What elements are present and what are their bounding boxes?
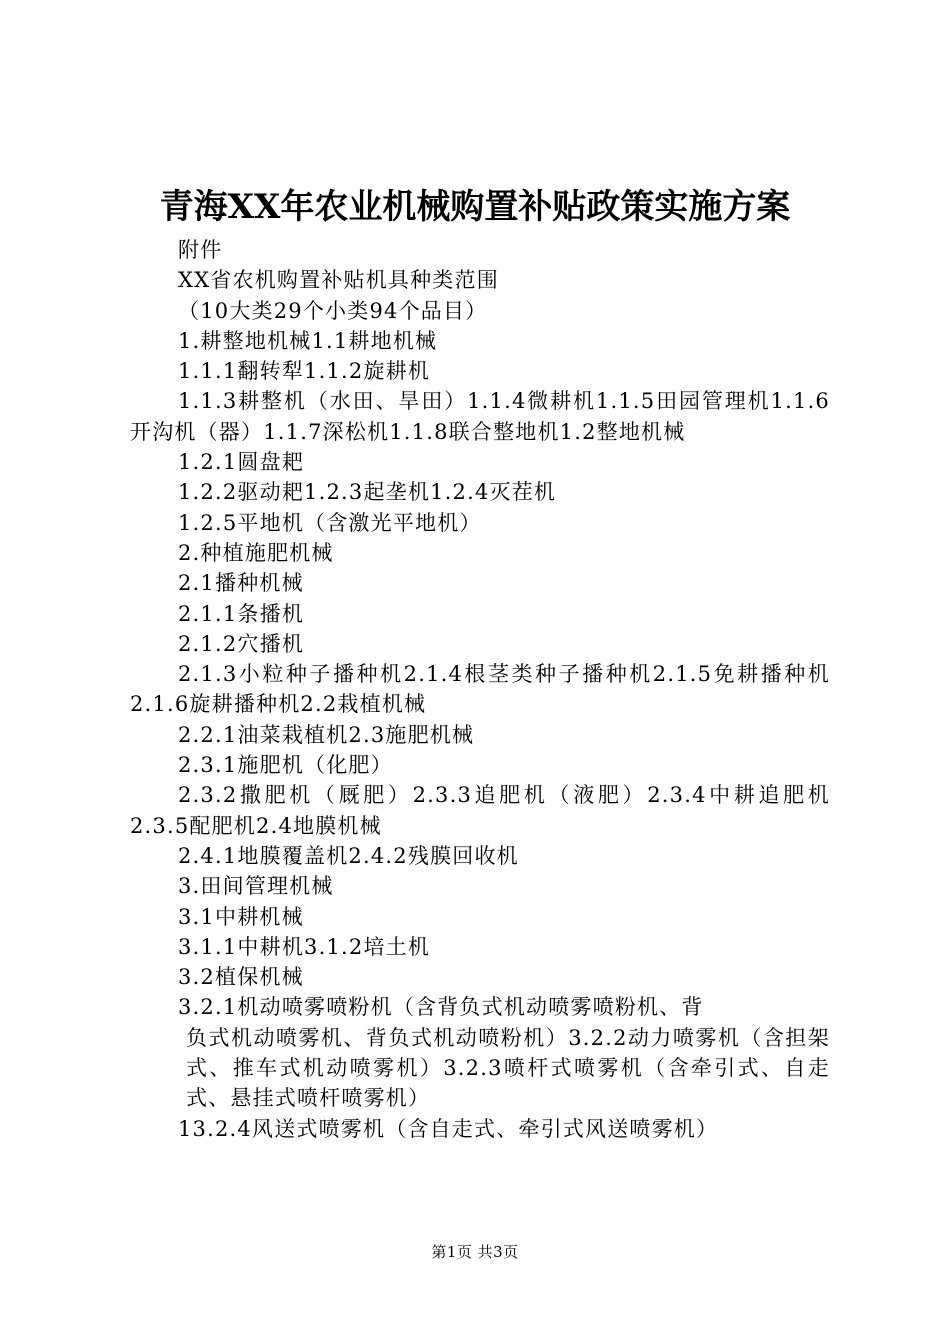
paragraph: 2.1.2穴播机 — [178, 631, 305, 656]
paragraph: （10大类29个小类94个品目） — [178, 298, 488, 323]
paragraph: 2.4.1地膜覆盖机2.4.2残膜回收机 — [178, 843, 519, 868]
paragraph: 2.1.3小粒种子播种机2.1.4根茎类种子播种机2.1.5免耕播种机2.1.6旋耕播种机2.2栽植机械 — [130, 662, 830, 717]
paragraph: 3.田间管理机械 — [178, 874, 334, 899]
paragraph: 1.1.3耕整机（水田、旱田）1.1.4微耕机1.1.5田园管理机1.1.6开沟机（器）1.1.7深松机1.1.8联合整地机1.2整地机械 — [130, 389, 830, 444]
page-footer: 第1页 共3页 — [431, 1243, 519, 1261]
paragraph: 2.3.1施肥机（化肥） — [178, 753, 393, 778]
paragraph: 1.2.1圆盘耙 — [178, 450, 305, 475]
paragraph: 附件 — [178, 238, 223, 262]
paragraph: 1.耕整地机械1.1耕地机械 — [178, 328, 438, 353]
paragraph: 13.2.4风送式喷雾机（含自走式、牵引式风送喷雾机） — [178, 1116, 719, 1141]
paragraph: 1.2.2驱动耙1.2.3起垄机1.2.4灭茬机 — [178, 480, 557, 505]
paragraph: 2.3.2撒肥机（厩肥）2.3.3追肥机（液肥）2.3.4中耕追肥机2.3.5配肥机2.4地膜机械 — [130, 783, 830, 838]
paragraph: 负式机动喷雾机、背负式机动喷粉机）3.2.2动力喷雾机（含担架式、推车式机动喷雾机）3.2.3喷杆式喷雾机（含牵引式、自走式、悬挂式喷杆喷雾机） — [186, 1025, 830, 1111]
paragraph: 2.种植施肥机械 — [178, 540, 334, 565]
paragraph: 3.1中耕机械 — [178, 904, 304, 929]
paragraph: 3.2植保机械 — [178, 965, 304, 990]
paragraph: XX省农机购置补贴机具种类范围 — [178, 268, 499, 293]
paragraph: 2.2.1油菜栽植机2.3施肥机械 — [178, 722, 475, 747]
paragraph: 3.2.1机动喷雾喷粉机（含背负式机动喷雾喷粉机、背 — [178, 995, 704, 1020]
paragraph: 1.2.5平地机（含激光平地机） — [178, 510, 482, 535]
document-body — [130, 235, 830, 1144]
paragraph: 3.1.1中耕机3.1.2培土机 — [178, 934, 431, 959]
paragraph: 2.1播种机械 — [178, 571, 304, 596]
paragraph: 2.1.1条播机 — [178, 601, 305, 626]
document-title: 青海XX年农业机械购置补贴政策实施方案 — [159, 187, 791, 227]
paragraph: 1.1.1翻转犁1.1.2旋耕机 — [178, 359, 431, 384]
